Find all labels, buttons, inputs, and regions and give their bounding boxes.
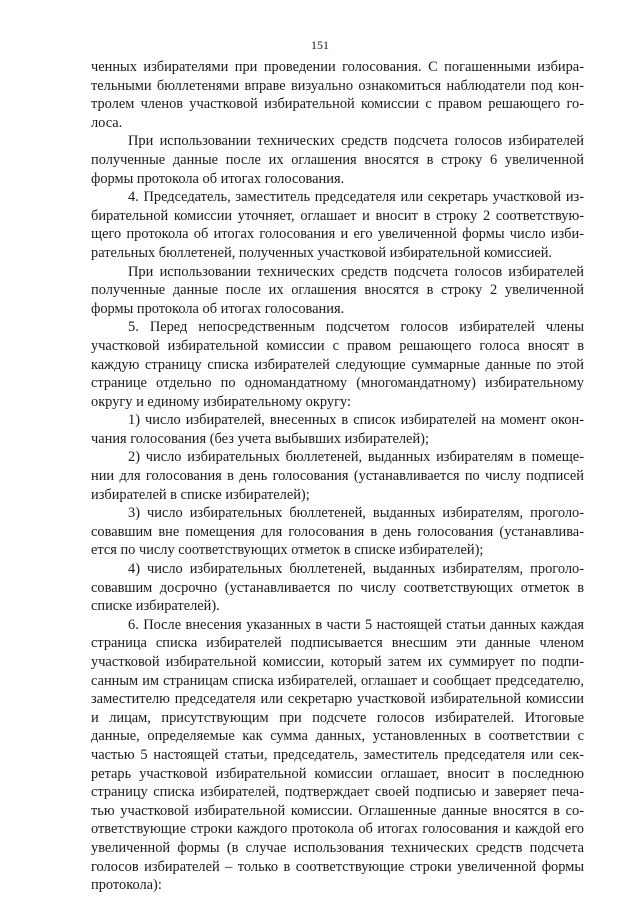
page-number: 151 <box>311 38 329 52</box>
body-text <box>91 58 584 895</box>
paragraph: При использовании технических средств подсчета голосов избирателей полученные данные после их оглашения вносятся в строку 2 увеличенной формы протокола об итогах голосования. <box>91 263 584 317</box>
list-item-3: 3) число избирательных бюллетеней, выданных избирателям, проголосовавшим вне помещения для голосования в день голосования (устанавливается по числу соответствующих отметок в списке избирателей); <box>91 505 584 559</box>
list-item-2: 2) число избирательных бюллетеней, выданных избирателям в помещении для голосования в день голосования (устанавливается по числу подписей избирателей в списке избирателей); <box>91 449 584 503</box>
list-item-4: 4) число избирательных бюллетеней, выданных избирателям, проголосовавшим досрочно (устанавливается по числу соответствующих отметок в списке избирателей). <box>91 561 584 615</box>
paragraph-continuation: ченных избирателями при проведении голосования. С погашенными избирательными бюллетенями вправе визуально ознакомиться наблюдатели под контролем членов участковой избирательной комиссии с правом решающего голоса. <box>91 59 584 131</box>
paragraph-item-4: 4. Председатель, заместитель председателя или секретарь участковой избирательной комиссии уточняет, оглашает и вносит в строку 2 соответствующего протокола об итогах голосования и его увеличенной формы число избирательных бюллетеней, полученных участковой избирательной комиссией. <box>91 189 584 261</box>
list-item-1: 1) число избирателей, внесенных в список избирателей на момент окончания голосования (без учета выбывших избирателей); <box>91 412 584 447</box>
paragraph-item-5: 5. Перед непосредственным подсчетом голосов избирателей члены участковой избирательной комиссии с правом решающего голоса вносят в каждую страницу списка избирателей следующие суммарные данные по этой странице отдельно по одномандатному (многомандатному) избирательному округу и единому избирательному округу: <box>91 319 584 410</box>
paragraph: При использовании технических средств подсчета голосов избирателей полученные данные после их оглашения вносятся в строку 6 увеличенной формы протокола об итогах голосования. <box>91 133 584 187</box>
paragraph-item-6: 6. После внесения указанных в части 5 настоящей статьи данных каждая страница списка избирателей подписывается внесшим эти данные членом участковой избирательной комиссии, который затем их суммирует по подписанным им страницам списка избирателей, оглашает и сообщает председателю, заместителю председателя или секретарю участковой избирательной комиссии и лицам, присутствующим при подсчете голосов избирателей. Итоговые данные, определяемые как сумма данных, установленных в соответствии с частью 5 настоящей статьи, председатель, заместитель председателя или секретарь участковой избирательной комиссии оглашает, вносит в последнюю страницу списка избирателей, подтверждает своей подписью и заверяет печатью участковой избирательной комиссии. Оглашенные данные вносятся в соответствующие строки каждого протокола об итогах голосования и каждой его увеличенной формы (в случае использования технических средств подсчета голосов избирателей – только в соответствующие строки увеличенной формы протокола): <box>91 616 584 894</box>
